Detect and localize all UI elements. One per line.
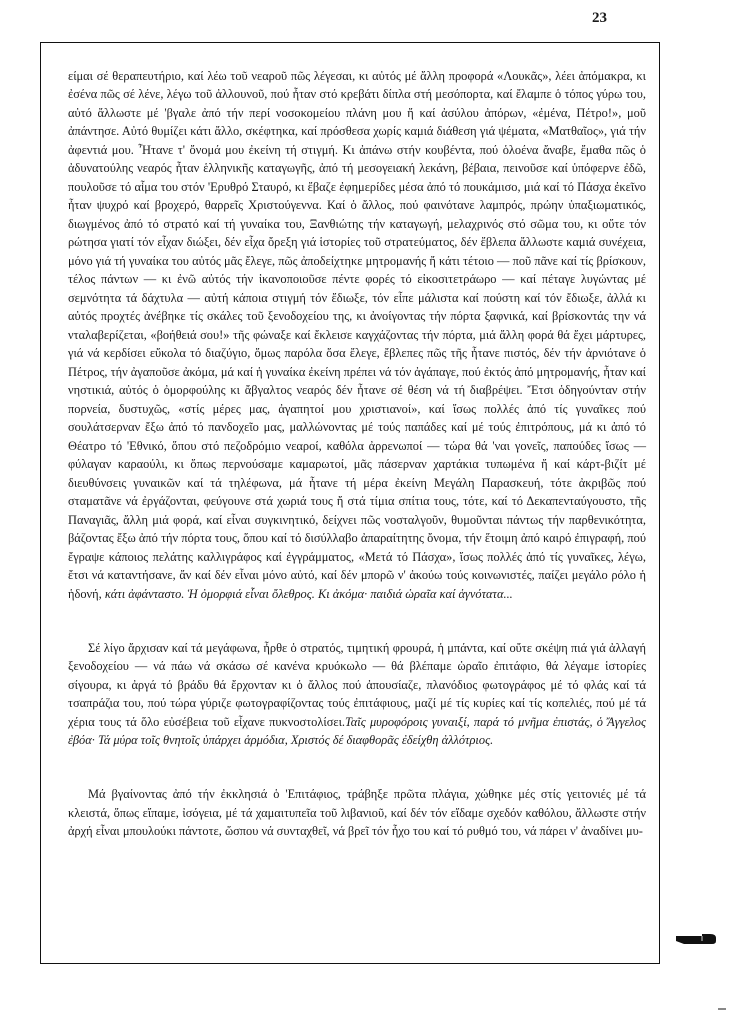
paragraph-1-italic: κάτι ἀφάνταστο. Ἡ ὀμορφιά εἶναι ὄλεθρος. Κι ἀκόμα· παιδιά ὡραῖα καί ἁγνότατα...	[104, 586, 513, 601]
page-number: 23	[592, 10, 607, 26]
paragraph-2	[68, 639, 646, 750]
pointing-hand-icon	[676, 933, 718, 945]
paragraph-3: Μά βγαίνοντας ἀπό τήν ἐκκλησιά ὁ 'Επιτάφιος, τράβηξε πρῶτα πλάγια, χώθηκε μές στίς γειτονιές μέ τά κλειστά, ὅπως εἴπαμε, ἰσόγεια, μέ τά χαμαιτυπεῖα τοῦ λιβανιοῦ, καί δέν τόν εἴδαμε σχεδόν καθόλου, ἄλλωστε στήν ἀρχή εἶναι μπουλούκι πάντοτε, ὥσπου νά συνταχθεῖ, νά βρεῖ τόν ἦχο του καί τό ρυθμό του, νά πάρει ν' ἀναδίνει μυ-	[68, 787, 646, 838]
paragraph-1-text: είμαι σέ θεραπευτήριο, καί λέω τοῦ νεαροῦ πῶς λέγεσαι, κι αὐτός μέ ἄλλη προφορά «Λουκᾶς», λέει ἀπόμακρα, κι ἐσένα πῶς σέ λένε, λέγω τοῦ ἀλλουνοῦ, πού ἦταν στό κρεβάτι δίπλα στή μεσόπορτα, καί ἔλαμπε ὁ τόπος γύρω του, αὐτό ἄλλωστε μέ 'βγαλε ἀπό τήν περί νοσοκομείου πλάνη μου ἤ καί ἀσύλου ἀπόρων, «ἐμένα, Πέτρο!», μοῦ ἀπάντησε. Αὐτό θυμίζει κάτι ἄλλο, σκέφτηκα, καί πρόσθεσα χωρίς καμιά διάθεση γιά ψέματα, «Ματθαῖος», γιά τήν ἀφεντιά μου. Ἦτανε τ' ὄνομά μου ἐκείνη τή στιγμή. Κι ἀπάνω στήν κουβέντα, πού ὁλοένα ἄναβε, ἔμαθα πῶς ὁ ἀδυνατούλης νεαρός ἦταν ἑλληνικῆς καταγωγῆς, ἀπό τή μεσογειακή λεκάνη, βέβαια, πεινοῦσε καί ὑπόφερνε ἐδῶ, πουλοῦσε τό αἷμα του στόν 'Ερυθρό Σταυρό, κι ἔβαζε ἐφημερίδες μέσα ἀπό τό πουκάμισο, μιά καί τό Πάσχα ἐκεῖνο ἦταν ψυχρό καί βροχερό, θαρρεῖς Χριστούγεννα. Καί ὁ ἄλλος, πού φαινότανε λαμπρός, πρώην ὑπαξιωματικός, διωγμένος ἀπό τό στρατό καί τή γυναίκα του, Ξανθιώτης τήν καταγωγή, μελαχρινός στό σῶμα του, κι οὔτε τόν ρώτησα γιατί τόν εἶχαν διώξει, δέν εἶχα ὄρεξη γιά ἱστορίες τοῦ στρατεύματος, δέν ἔβλεπα ἄλλωστε καμιά συνέχεια, μόνο γιά τή γυναίκα του αὐτός μᾶς ἔλεγε, πῶς ἀποδείχτηκε μητρομανής ἤ κάτι τέτοιο — ποῦ πᾶνε καί τίς βρίσκουν, τέλος πάντων — κι ἐνῶ αὐτός τήν ἱκανοποιοῦσε πέντε φορές τό εἰκοσιτετράωρο — καί πέταγε λυγώντας μέ σεμνότητα τά δάχτυλα — αὐτή κάποια στιγμή τόν ἔδιωξε, τόν εἶπε μάλιστα καί πούστη καί τόν ἔδιωξε, ἀλλά κι αὐτός προχτές ἀνέβηκε τίς σκάλες τοῦ ξενοδοχείου της, κι ἀνοίγοντας τήν πόρτα ξαφνικά, καί βρίσκοντάς την νά νταλαβερίζεται, «βοήθειά σου!» τῆς φώναξε καί ἔκλεισε καγχάζοντας τήν πόρτα, μιά ἄλλη φορά θά ἔχει μάρτυρες, γιά νά κερδίσει εὔκολα τό διαζύγιο, ὅμως παρόλα ὅσα ἔλεγε, ἔβλεπες πῶς τῆς ἦτανε πιστός, δέν τήν ἀρνιότανε ὁ Πέτρος, τήν ἀγαποῦσε ἀκόμα, μά καί ἡ γυναίκα ἐκείνη πρέπει νά τόν ἀγάπαγε, πού ἐκτός ἀπό μητρομανής, ἦταν καί νηστικιά, αὐτός ὁ ὀμορφούλης κι ἄβγαλτος νεαρός δέν ἦτανε σέ θέση νά τή διαβρέψει. Ἔτσι ὁδηγούνταν στήν πορνεία, δυστυχῶς, «στίς μέρες μας, ἀγαπητοί μου χριστιανοί», καί ἴσως πολλές ἀπό τίς γυναῖκες πού σουλάτσερναν ἔξω ἀπό τό πανδοχεῖο μας, μαλλώνοντας μέ τούς παπάδες καί μέ τούς ἐπιτρόπους, μά κι ἀπό τό Θέατρο τό 'Εθνικό, ὅπου στό πεζοδρόμιο νεαροί, καθόλα ἀρρενωποί — τώρα θά 'ναι γονεῖς, παπούδες ἴσως — φύλαγαν καραούλι, κι ὅπως περνούσαμε καμαρωτοί, μᾶς πάσερναν χαρτάκια τυπωμένα ἤ καί κάρτ-βιζίτ μέ διευθύνσεις γυναικῶν καί τά τηλέφωνα, μά ἦτανε τή μέρα ἐκείνη Μεγάλη Παρασκευή, τότε ἀκριβῶς πού σταματᾶνε νά ἐργάζονται, φεύγουνε στά χωριά τους ἤ στά τίμια σπίτια τους, τότε, καί τό Δεκαπενταύγουστο, τῆς Παναγιᾶς, ἄλλη μιά φορά, καί εἶναι συγκινητικό, δείχνει πῶς νοσταλγοῦν, θυμοῦνται πάντως τήν παρθενικότητα, βάζοντας ἔξω ἀπό τήν πόρτα τους, ὅπου καί τό δισύλλαβο ἀπαραίτητης ὄνομα, τήν ἕτοιμη ἀπό καιρό ἐπιγραφή, πού ἔγραψε κάποιος πελάτης καλλιγράφος καί ἐγγράμματος, «Μετά τό Πάσχα», ἴσως πολλές ἀπό τίς γυναῖκες, λέγω, ἔτσι νά καταντήσανε, ἄν καί δέν εἶναι μόνο αὐτό, καί δέν μπορῶ ν' ἀκούω τούς κοινωνιστές, παίζει μεγάλο ρόλο ἡ ἡδονή,	[68, 68, 646, 601]
paragraph-1	[68, 67, 646, 604]
scan-mark	[718, 1008, 726, 1010]
paragraph-2-text: Σέ λίγο ἄρχισαν καί τά μεγάφωνα, ἦρθε ὁ στρατός, τιμητική φρουρά, ἡ μπάντα, καί οὔτε σκέψη πιά γιά ἀλλαγή ξενοδοχείου — νά πάω νά σκάσω σέ κανένα κρυόκωλο — θά βλέπαμε ὡραῖο ἐπιτάφιο, θά λέγαμε ἱστορίες σίγουρα, κι ἀργά τό βράδυ θά ἔρχονταν κι ὁ ἄλλος πού ἀπουσίαζε, πλανόδιος φωτογράφος μέ τό φλάς καί τά τσαπράζια του, πού τώρα γύριζε φωτογραφίζοντας τούς ἐπιτάφιους, μαζί μέ τίς κυρίες καί τίς κοπελιές, πού μέ τά χέρια τους τά ὅλο εὐσέβεια τοῦ εἶχανε πυκνοστολίσει.	[68, 640, 646, 729]
paragraph-2-italic: Ταῖς μυροφόροις γυναιξί, παρά τό μνῆμα ἐπιστάς, ὁ Ἄγγελος ἐβόα· Τά μύρα τοῖς θνητοῖς ὑπάρχει ἁρμόδια, Χριστός δέ διαφθορᾶς ἐδείχθη ἀλλότριος.	[68, 714, 646, 747]
text-body	[68, 48, 646, 859]
